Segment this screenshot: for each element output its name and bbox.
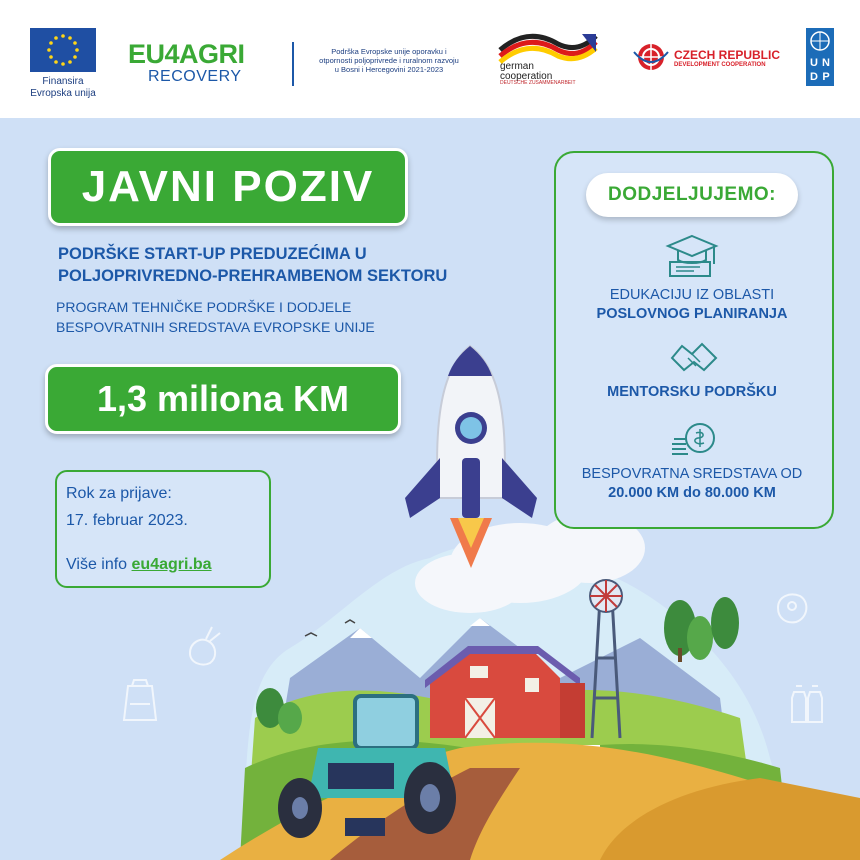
offer-item-grants [554, 465, 830, 503]
coins-icon [668, 418, 718, 460]
funding-amount: 1,3 miliona KM [45, 364, 401, 434]
undp-letter: U [810, 57, 818, 69]
offer-item-line: POSLOVNOG PLANIRANJA [596, 306, 788, 322]
offer-item-line: EDUKACIJU IZ OBLASTI [609, 287, 775, 303]
milk-bottles-outline-icon [786, 680, 830, 724]
german-line: cooperation [500, 71, 553, 82]
support-line: u Bosni i Hercegovini 2021-2023 [334, 65, 444, 74]
support-line: otpornosti poljoprivrede i ruralnom razvoju [319, 56, 459, 65]
meat-outline-icon [770, 586, 814, 630]
program-line: PROGRAM TEHNIČKE PODRŠKE I DODJELE [56, 299, 352, 315]
german-line: german [500, 61, 534, 72]
offer-item-education [554, 286, 830, 324]
offer-heading: DODJELJUJEMO: [586, 173, 798, 217]
german-cooperation-logo [500, 62, 552, 82]
support-statement [304, 47, 474, 74]
call-subtitle [58, 243, 447, 287]
eu-flag-icon [30, 28, 96, 72]
divider [292, 42, 294, 86]
subtitle-line: POLJOPRIVREDNO-PREHRAMBENOM SEKTORU [58, 267, 448, 285]
offer-item-mentoring: MENTORSKU PODRŠKU [607, 384, 777, 400]
un-emblem-icon [806, 28, 834, 54]
support-line: Podrška Evropske unije oporavku i [331, 47, 447, 56]
german-flag-icon [498, 30, 598, 64]
czech-logo-title: CZECH REPUBLIC [674, 48, 781, 62]
undp-letter: P [822, 71, 830, 83]
undp-letters [808, 56, 832, 84]
german-cooperation-subtext: DEUTSCHE ZUSAMMENARBEIT [500, 80, 576, 86]
eu-label-line: Finansira [42, 76, 84, 87]
more-info [66, 556, 212, 574]
flour-sack-outline-icon [116, 676, 164, 724]
czech-logo-subtitle: DEVELOPMENT COOPERATION [674, 62, 766, 68]
undp-letter: N [822, 57, 830, 69]
subtitle-line: PODRŠKE START-UP PREDUZEĆIMA U [58, 245, 367, 263]
logo-header [0, 0, 860, 118]
eu-funding-label [22, 76, 104, 100]
deadline-label: Rok za prijave: [66, 485, 172, 502]
eu4agri-logo: EU4AGRI [128, 39, 245, 69]
program-line: BESPOVRATNIH SREDSTAVA EVROPSKE UNIJE [56, 319, 375, 335]
offer-item-line: BESPOVRATNA SREDSTAVA OD [581, 466, 803, 482]
recovery-logo-text: RECOVERY [148, 68, 242, 85]
offer-item-line: 20.000 KM do 80.000 KM [608, 485, 776, 501]
deadline-date: 17. februar 2023. [66, 512, 188, 529]
handshake-icon [668, 336, 720, 376]
website-link[interactable]: eu4agri.ba [131, 556, 212, 573]
czech-globe-icon [632, 42, 670, 72]
more-info-label: Više info [66, 556, 128, 573]
undp-letter: D [810, 71, 818, 83]
eu-label-line: Evropska unija [30, 88, 96, 99]
education-icon [664, 230, 720, 280]
vegetable-outline-icon [180, 623, 230, 667]
page-title: JAVNI POZIV [48, 148, 408, 226]
program-description [56, 297, 375, 337]
